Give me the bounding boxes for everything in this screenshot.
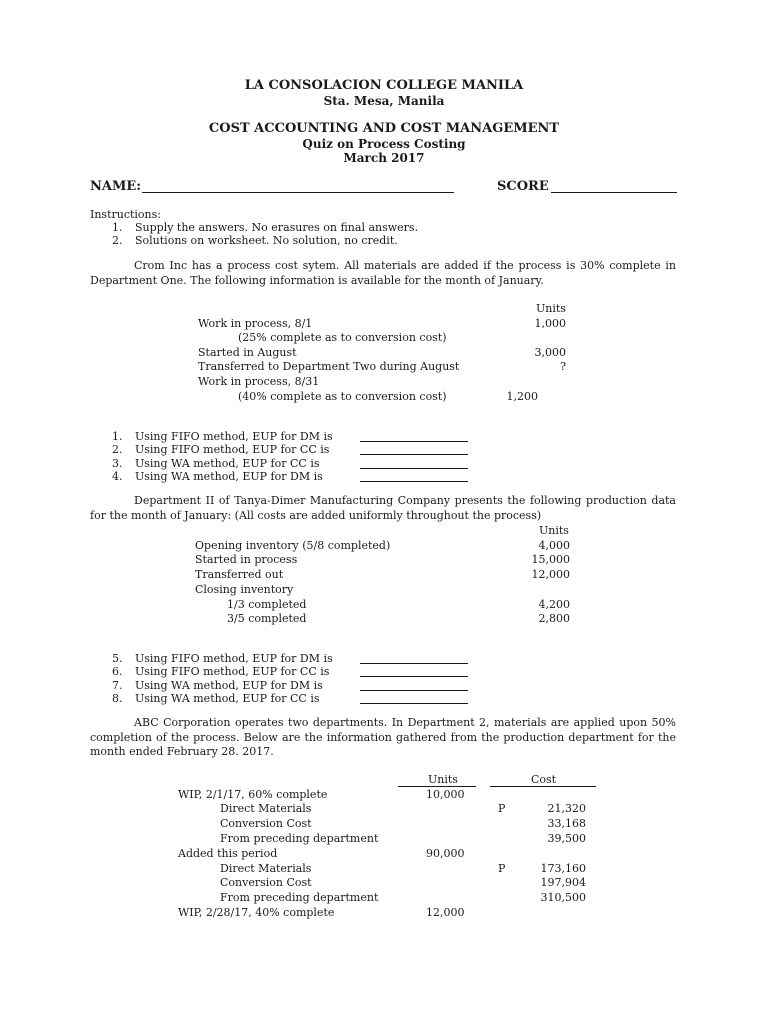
problem1-row-value: 1,200 — [506, 390, 538, 403]
problem2-row-label: Started in process — [195, 553, 298, 566]
problem1-row-label: (40% complete as to conversion cost) — [238, 390, 447, 403]
problem2-row-value: 4,000 — [538, 539, 570, 552]
problem3-intro-text: ABC Corporation operates two departments. In Department 2, materials are applied upon 50% completion of the process. Below are the information gathered from the production department for the month ended February 28. 2017. — [90, 716, 676, 758]
name-field[interactable] — [142, 192, 454, 193]
question-num: 5. — [112, 652, 123, 665]
score-label: SCORE — [497, 179, 549, 194]
name-label: NAME: — [90, 179, 142, 194]
answer-blank-2[interactable] — [360, 454, 468, 455]
school-name: LA CONSOLACION COLLEGE MANILA — [244, 78, 524, 93]
quiz-date: March 2017 — [343, 151, 425, 165]
problem3-row-cost: 310,500 — [540, 891, 586, 904]
problem2-row-label: Transferred out — [195, 568, 284, 581]
answer-blank-8[interactable] — [360, 703, 468, 704]
problem2-intro-text: Department II of Tanya-Dimer Manufacturing Company presents the following production data for the month of January: (All costs are added uniformly throughout the process) — [90, 494, 676, 522]
instruction-text: Supply the answers. No erasures on final answers. — [135, 221, 419, 234]
question-num: 2. — [112, 443, 123, 456]
problem3-row-units: 12,000 — [426, 906, 465, 919]
problem3-row-label: Direct Materials — [220, 862, 312, 875]
answer-blank-5[interactable] — [360, 663, 468, 664]
answer-blank-7[interactable] — [360, 690, 468, 691]
question-num: 1. — [112, 430, 123, 443]
problem3-row-units: 90,000 — [426, 847, 465, 860]
problem2-row-label: Closing inventory — [195, 583, 294, 596]
problem3-row-label: From preceding department — [220, 891, 379, 904]
problem3-row-cost: 173,160 — [540, 862, 586, 875]
answer-blank-3[interactable] — [360, 468, 468, 469]
score-field[interactable] — [551, 192, 677, 193]
problem2-row-value: 2,800 — [538, 612, 570, 625]
problem2-row-value: 12,000 — [531, 568, 570, 581]
problem2-units-header: Units — [539, 524, 569, 537]
problem3-row-label: WIP, 2/1/17, 60% complete — [178, 788, 328, 801]
problem1-row-value: 1,000 — [534, 317, 566, 330]
problem3-row-cost: 197,904 — [540, 876, 586, 889]
problem1-intro — [90, 259, 676, 288]
problem1-row-value: ? — [560, 360, 566, 373]
course-title: COST ACCOUNTING AND COST MANAGEMENT — [208, 121, 560, 136]
problem3-row-label: From preceding department — [220, 832, 379, 845]
question-num: 6. — [112, 665, 123, 678]
problem1-row-label: (25% complete as to conversion cost) — [238, 331, 447, 344]
answer-blank-6[interactable] — [360, 676, 468, 677]
cost-header-rule — [490, 786, 596, 787]
problem3-units-header: Units — [428, 773, 458, 786]
problem3-row-label: WIP, 2/28/17, 40% complete — [178, 906, 335, 919]
instruction-num: 1. — [112, 221, 123, 234]
problem1-row-label: Work in process, 8/31 — [198, 375, 320, 388]
problem3-cost-header: Cost — [531, 773, 557, 786]
problem3-intro — [90, 716, 676, 760]
instruction-text: Solutions on worksheet. No solution, no credit. — [135, 234, 398, 247]
question-num: 8. — [112, 692, 123, 705]
question-text: Using FIFO method, EUP for CC is — [135, 665, 330, 678]
question-text: Using WA method, EUP for DM is — [135, 679, 323, 692]
question-text: Using FIFO method, EUP for DM is — [135, 652, 333, 665]
units-header-rule — [398, 786, 476, 787]
problem1-row-label: Started in August — [198, 346, 297, 359]
problem3-row-cost: 33,168 — [547, 817, 586, 830]
problem2-row-label: Opening inventory (5/8 completed) — [195, 539, 391, 552]
problem2-row-value: 4,200 — [538, 598, 570, 611]
problem1-row-value: 3,000 — [534, 346, 566, 359]
quiz-title: Quiz on Process Costing — [302, 137, 466, 151]
problem3-row-cost: 21,320 — [547, 802, 586, 815]
problem1-units-header: Units — [536, 302, 566, 315]
question-text: Using FIFO method, EUP for DM is — [135, 430, 333, 443]
question-text: Using WA method, EUP for CC is — [135, 692, 320, 705]
problem1-row-label: Work in process, 8/1 — [198, 317, 313, 330]
instructions-title: Instructions: — [90, 208, 161, 221]
question-text: Using WA method, EUP for CC is — [135, 457, 320, 470]
school-address: Sta. Mesa, Manila — [323, 94, 445, 108]
question-text: Using WA method, EUP for DM is — [135, 470, 323, 483]
question-num: 3. — [112, 457, 123, 470]
problem2-row-label: 3/5 completed — [227, 612, 307, 625]
problem3-row-units: 10,000 — [426, 788, 465, 801]
question-text: Using FIFO method, EUP for CC is — [135, 443, 330, 456]
answer-blank-4[interactable] — [360, 481, 468, 482]
problem3-row-cost: 39,500 — [547, 832, 586, 845]
problem3-row-label: Conversion Cost — [220, 817, 312, 830]
problem2-intro — [90, 494, 676, 523]
problem1-row-label: Transferred to Department Two during August — [198, 360, 460, 373]
problem3-row-label: Direct Materials — [220, 802, 312, 815]
problem3-row-peso: P — [498, 862, 506, 875]
answer-blank-1[interactable] — [360, 441, 468, 442]
question-num: 4. — [112, 470, 123, 483]
problem1-intro-text: Crom Inc has a process cost sytem. All materials are added if the process is 30% complete in Department One. The following information is available for the month of January. — [90, 259, 676, 287]
problem3-row-label: Added this period — [178, 847, 278, 860]
problem2-row-value: 15,000 — [531, 553, 570, 566]
problem3-row-label: Conversion Cost — [220, 876, 312, 889]
question-num: 7. — [112, 679, 123, 692]
instruction-num: 2. — [112, 234, 123, 247]
problem2-row-label: 1/3 completed — [227, 598, 307, 611]
problem3-row-peso: P — [498, 802, 506, 815]
